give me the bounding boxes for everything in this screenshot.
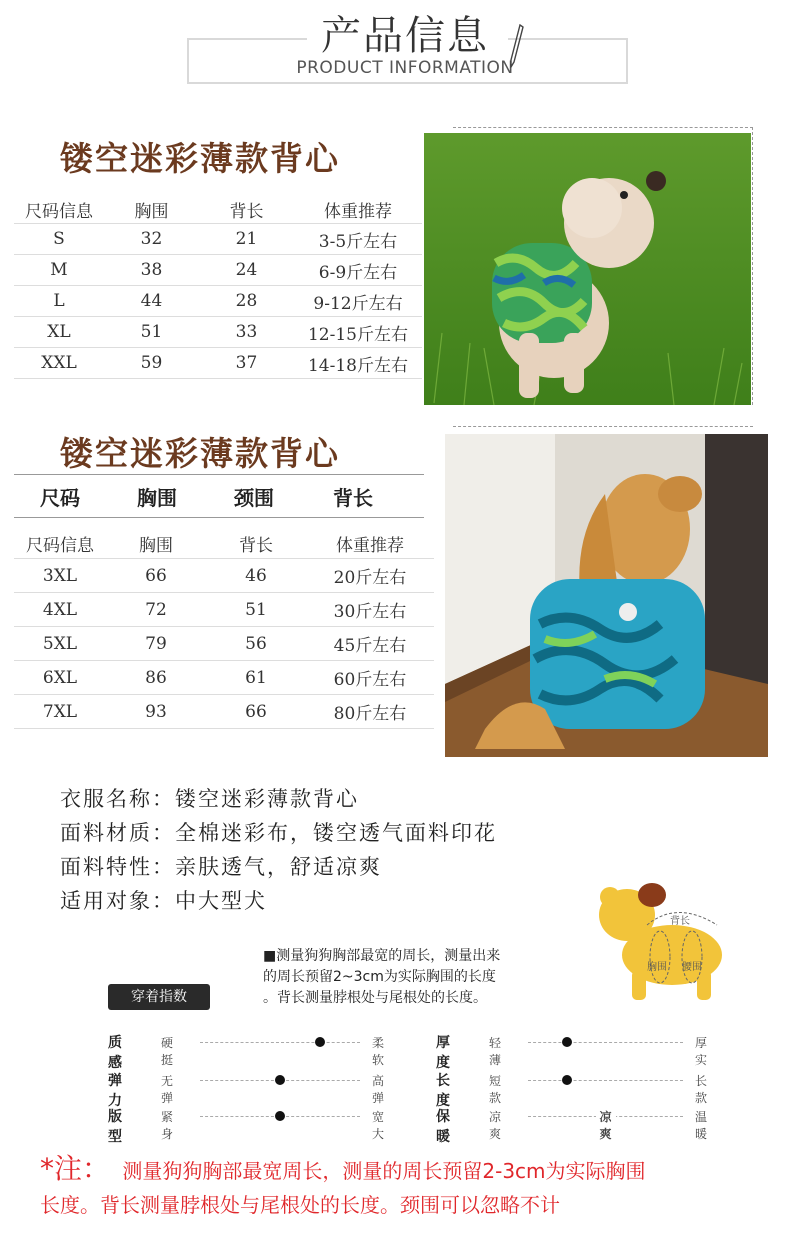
- cell-back: 24: [199, 255, 294, 286]
- diagram-label-chest: 胸围: [647, 962, 667, 973]
- fit-label: 长度: [436, 1073, 450, 1109]
- section2-title: 镂空迷彩薄款背心: [60, 434, 340, 473]
- cell-weight: 3-5斤左右: [294, 224, 422, 255]
- cell-back: 28: [199, 286, 294, 317]
- fit-label: 弹力: [108, 1073, 122, 1109]
- fit-max: 温暖: [695, 1110, 708, 1141]
- red-note: [40, 1152, 770, 1222]
- table-row: [14, 695, 434, 729]
- cell-weight: 80斤左右: [306, 695, 434, 729]
- diagram-label-waist: 腰围: [682, 962, 702, 973]
- cell-chest: 38: [104, 255, 199, 286]
- cell-size: S: [14, 224, 104, 255]
- fit-max: 长款: [695, 1074, 708, 1105]
- cell-back: 21: [199, 224, 294, 255]
- cell-weight: 60斤左右: [306, 661, 434, 695]
- table-row: [14, 286, 422, 317]
- cell-weight: 12-15斤左右: [294, 317, 422, 348]
- cell-size: L: [14, 286, 104, 317]
- header-title: 产品信息: [321, 13, 489, 59]
- cell-back: 61: [206, 661, 306, 695]
- table-row: [14, 661, 434, 695]
- fit-scale: [528, 1080, 683, 1081]
- cell-weight: 30斤左右: [306, 593, 434, 627]
- cell-chest: 32: [104, 224, 199, 255]
- cell-weight: 9-12斤左右: [294, 286, 422, 317]
- cell-back: 33: [199, 317, 294, 348]
- col-size: 尺码信息: [14, 195, 104, 224]
- fit-min: 轻薄: [489, 1036, 502, 1067]
- fit-label: 版型: [108, 1109, 122, 1145]
- table-header-row: [14, 195, 422, 224]
- col-weight: 体重推荐: [306, 528, 434, 559]
- table-header-row: [14, 528, 434, 559]
- table-row: [14, 593, 434, 627]
- table-row: [14, 224, 422, 255]
- col-back: 背长: [199, 195, 294, 224]
- fit-level-dot: [275, 1075, 285, 1085]
- cell-weight: 6-9斤左右: [294, 255, 422, 286]
- dog-measure-diagram: [592, 875, 732, 1005]
- fit-min: 硬挺: [161, 1036, 174, 1067]
- measure-note: [263, 946, 500, 1009]
- fit-level-dot: [275, 1111, 285, 1121]
- product-info: [60, 782, 497, 918]
- cell-size: 3XL: [14, 559, 106, 593]
- fit-level-dot: [315, 1037, 325, 1047]
- photo2-dashed-border: [453, 426, 753, 427]
- product-photo-small-dog: [424, 133, 751, 405]
- fit-max: 柔软: [372, 1036, 385, 1067]
- cell-size: M: [14, 255, 104, 286]
- cell-weight: 20斤左右: [306, 559, 434, 593]
- table-row: [14, 255, 422, 286]
- cell-back: 51: [206, 593, 306, 627]
- cell-size: 4XL: [14, 593, 106, 627]
- measure-note-line3: 。背长测量脖根处与尾根处的长度。: [263, 990, 487, 1006]
- col-chest: 胸围: [106, 528, 206, 559]
- fit-level-dot: [562, 1075, 572, 1085]
- cell-chest: 51: [104, 317, 199, 348]
- pen-icon: [510, 24, 524, 68]
- fit-max: 高弹: [372, 1074, 385, 1105]
- fit-max: 厚实: [695, 1036, 708, 1067]
- cell-back: 37: [199, 348, 294, 379]
- col-chest: 胸围: [104, 195, 199, 224]
- col-size: 尺码信息: [14, 528, 106, 559]
- cell-size: 6XL: [14, 661, 106, 695]
- fit-label: 保暖: [436, 1109, 450, 1145]
- fit-max: 宽大: [372, 1110, 385, 1141]
- product-photo-large-dog: [445, 434, 768, 757]
- fit-level-dot: [562, 1037, 572, 1047]
- bold-header-neck: 颈围: [234, 486, 274, 510]
- dog-diagram-icon: [592, 875, 732, 1005]
- fit-min: 无弹: [161, 1074, 174, 1105]
- cell-weight: 45斤左右: [306, 627, 434, 661]
- fit-min: 短款: [489, 1074, 502, 1105]
- cell-chest: 93: [106, 695, 206, 729]
- cell-weight: 14-18斤左右: [294, 348, 422, 379]
- fit-index-badge: 穿着指数: [108, 984, 210, 1010]
- cell-chest: 66: [106, 559, 206, 593]
- fit-label: 质感: [108, 1035, 122, 1071]
- table-row: [14, 559, 434, 593]
- note-line2: 长度。背长测量脖根处与尾根处的长度。颈围可以忽略不计: [40, 1193, 560, 1217]
- photo1-dashed-border-side: [752, 127, 753, 405]
- section2-divider-bottom: [14, 517, 424, 518]
- cell-chest: 72: [106, 593, 206, 627]
- cell-back: 46: [206, 559, 306, 593]
- measure-note-line1: ■测量狗狗胸部最宽的周长，测量出来: [263, 948, 501, 964]
- cell-back: 56: [206, 627, 306, 661]
- col-weight: 体重推荐: [294, 195, 422, 224]
- col-back: 背长: [206, 528, 306, 559]
- cell-back: 66: [206, 695, 306, 729]
- note-line1: 测量狗狗胸部最宽周长，测量的周长预留2-3cm为实际胸围: [122, 1159, 646, 1183]
- fit-label: 厚度: [436, 1035, 450, 1071]
- section1-title: 镂空迷彩薄款背心: [60, 139, 340, 178]
- bold-header-back: 背长: [333, 486, 373, 510]
- info-material: 面料材质：全棉迷彩布，镂空透气面料印花: [60, 821, 497, 845]
- fit-scale: [528, 1042, 683, 1043]
- cell-chest: 44: [104, 286, 199, 317]
- section2-divider-top: [14, 474, 424, 475]
- fit-scale: [200, 1042, 360, 1043]
- diagram-label-back: 背长: [670, 916, 690, 927]
- note-prefix: *注：: [40, 1152, 111, 1185]
- photo1-dashed-border: [453, 127, 753, 128]
- bold-header-chest: 胸围: [137, 486, 177, 510]
- fit-mid: 凉爽: [596, 1108, 616, 1142]
- cell-size: XL: [14, 317, 104, 348]
- info-feature: 面料特性：亲肤透气，舒适凉爽: [60, 855, 382, 879]
- cell-size: 7XL: [14, 695, 106, 729]
- header-subtitle: PRODUCT INFORMATION: [296, 58, 514, 78]
- measure-note-line2: 的周长预留2~3cm为实际胸围的长度: [263, 969, 496, 985]
- info-name: 衣服名称：镂空迷彩薄款背心: [60, 787, 359, 811]
- cell-chest: 86: [106, 661, 206, 695]
- bold-header-size: 尺码: [40, 486, 80, 510]
- info-target: 适用对象：中大型犬: [60, 889, 267, 913]
- cell-size: XXL: [14, 348, 104, 379]
- size-table-2: [14, 528, 434, 729]
- cell-chest: 59: [104, 348, 199, 379]
- table-row: [14, 627, 434, 661]
- fit-min: 紧身: [161, 1110, 174, 1141]
- cell-size: 5XL: [14, 627, 106, 661]
- size-table-1: [14, 195, 422, 379]
- cell-chest: 79: [106, 627, 206, 661]
- fit-min: 凉爽: [489, 1110, 502, 1141]
- table-row: [14, 348, 422, 379]
- table-row: [14, 317, 422, 348]
